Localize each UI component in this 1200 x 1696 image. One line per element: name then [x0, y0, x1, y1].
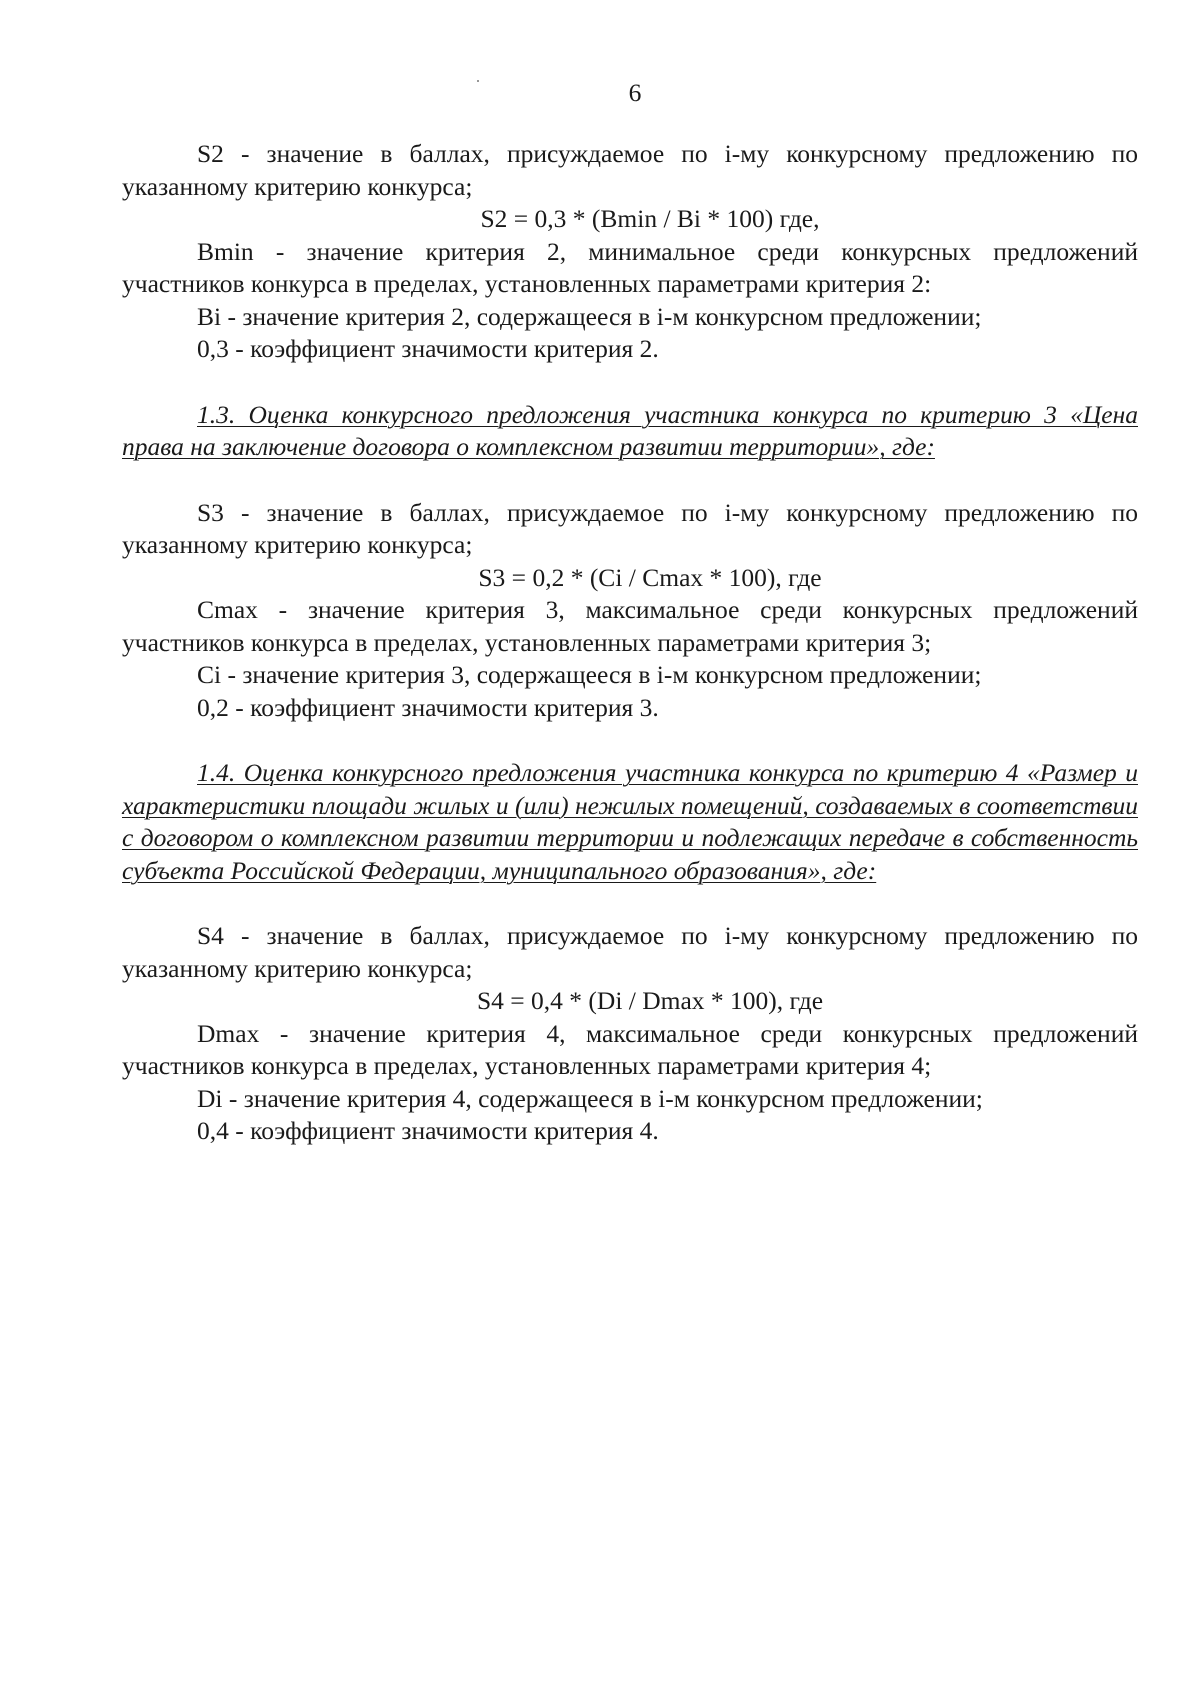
cmax-definition: Cmax - значение критерия 3, максимальное среди конкурсных предложений участников конкурса в пределах, установленных параметрами критерия 3; — [122, 595, 1138, 657]
s3-formula: S3 = 0,2 * (Ci / Cmax * 100), где — [478, 562, 822, 592]
criterion-3-section — [122, 399, 1138, 725]
criterion-4-section — [122, 757, 1138, 1148]
s3-definition: S3 - значение в баллах, присуждаемое по i-му конкурсному предложению по указанному критерию конкурса; — [122, 497, 1138, 559]
di-definition: Di - значение критерия 4, содержащееся в i-м конкурсном предложении; — [197, 1083, 983, 1113]
bmin-definition: Bmin - значение критерия 2, минимальное среди конкурсных предложений участников конкурса в пределах, установленных параметрами критерия 2: — [122, 236, 1138, 298]
document-body — [122, 138, 1138, 1148]
dmax-definition: Dmax - значение критерия 4, максимальное среди конкурсных предложений участников конкурса в пределах, установленных параметрами критерия 4; — [122, 1018, 1138, 1080]
criterion-2-coefficient: 0,3 - коэффициент значимости критерия 2. — [197, 334, 659, 363]
criterion-2-section — [122, 138, 1138, 366]
criterion-3-heading: 1.3. Оценка конкурсного предложения участника конкурса по критерию 3 «Цена права на заключение договора о комплексном развитии территории», где: — [122, 399, 1138, 461]
bi-definition: Bi - значение критерия 2, содержащееся в i-м конкурсном предложении; — [197, 301, 982, 331]
s4-formula: S4 = 0,4 * (Di / Dmax * 100), где — [476, 986, 824, 1015]
criterion-3-body — [122, 497, 1138, 725]
criterion-3-coefficient: 0,2 - коэффициент значимости критерия 3. — [197, 692, 659, 722]
criterion-4-body — [122, 920, 1138, 1148]
ci-definition: Ci - значение критерия 3, содержащееся в i-м конкурсном предложении; — [197, 660, 982, 689]
s2-definition: S2 - значение в баллах, присуждаемое по i-му конкурсному предложению по указанному критерию конкурса; — [122, 139, 1138, 201]
criterion-4-heading: 1.4. Оценка конкурсного предложения участника конкурса по критерию 4 «Размер и характеристики площади жилых и (или) нежилых помещений, создаваемых в соответствии с договором о комплексном развитии территории и подлежащих передаче в собственность субъекта Российской Федерации, муниципального образования», где: — [122, 758, 1138, 885]
s2-formula: S2 = 0,3 * (Bmin / Bi * 100) где, — [480, 204, 820, 233]
page-number: 6 — [628, 78, 642, 107]
s4-definition: S4 - значение в баллах, присуждаемое по i-му конкурсному предложению по указанному критерию конкурса; — [122, 921, 1138, 983]
criterion-4-coefficient: 0,4 - коэффициент значимости критерия 4. — [197, 1116, 659, 1145]
